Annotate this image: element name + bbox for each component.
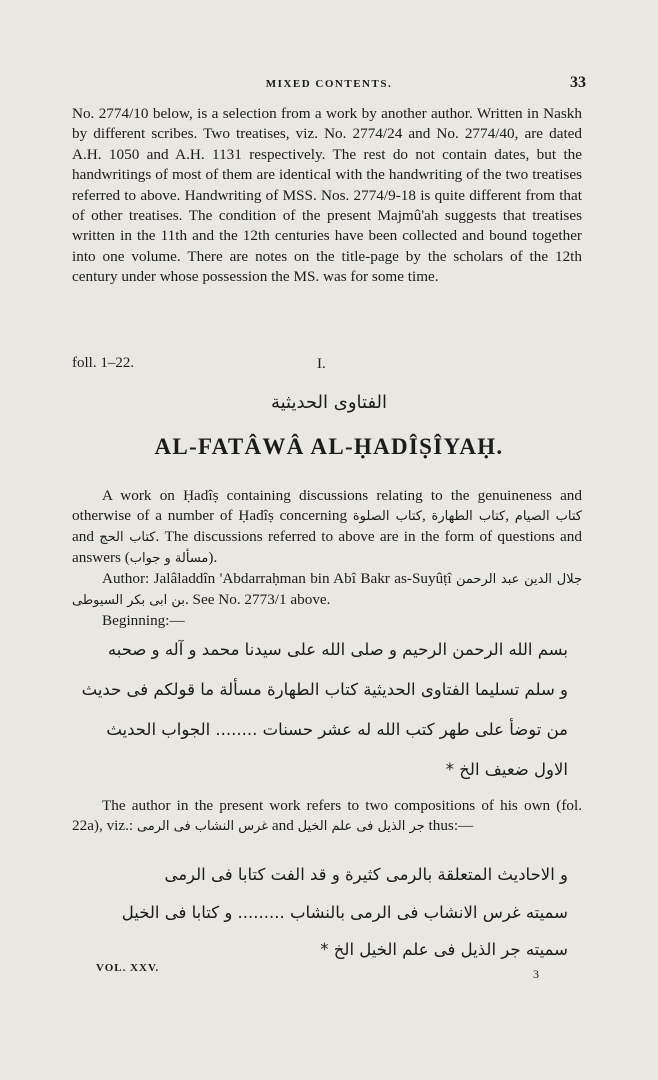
intro-paragraph (72, 104, 582, 288)
author-line (72, 569, 582, 611)
arabic-term-masalah: مسألة و جواب (129, 551, 209, 566)
description-block (72, 486, 582, 631)
work-title: AL-FATÂWÂ AL-ḤADÎṢÎYAḤ. (154, 434, 504, 459)
volume-label: VOL. XXV. (96, 962, 160, 974)
desc-text-2: , (421, 507, 426, 524)
compositions-paragraph (72, 796, 582, 837)
beginning-line-4: الاول ضعيف الخ * (445, 760, 568, 779)
comp-text-2: and (271, 817, 294, 834)
arabic-term-hajj: كتاب الحج (99, 530, 156, 545)
desc-text-3: , (505, 507, 510, 524)
desc-text-4: and (72, 528, 94, 545)
arabic-term-siyam: كتاب الصيام (514, 509, 582, 524)
comp-text-3: thus:— (428, 817, 474, 834)
arabic-term-salat: كتاب الصلوة (352, 509, 422, 524)
beginning-line-3: من توضأ على طهر كتب الله له عشر حسنات ........ الجواب الحديث (106, 720, 568, 739)
desc-text-1: A work on Ḥadîṣ containing discussions relating to the genuineness and otherwise of a number of Ḥadîṣ concerning (72, 487, 582, 524)
desc-text-5: . The discussions referred to above are in the form of questions and answers ( (72, 528, 582, 566)
compositions-text (72, 796, 582, 837)
quote-line-3: سميته جر الذيل فى علم الخيل الخ * (320, 940, 568, 959)
folio-range: foll. 1–22. (72, 355, 135, 371)
item-numeral: I. (317, 356, 326, 372)
beginning-label: Beginning:— (102, 612, 185, 629)
arabic-work-jarr: جر الذيل فى علم الخيل (297, 819, 425, 834)
arabic-title: الفتاوى الحديثية (270, 392, 388, 413)
author-name: Jalâladdîn 'Abdarraḥman bin Abî Bakr as-Suyûṭî (153, 570, 452, 587)
intro-text: No. 2774/10 below, is a selection from a work by another author. Written in Naskh by different scribes. Two treatises, viz. No. 2774/24 and No. 2774/40, are dated A.H. 1050 and A.H. 1131 respectively. The rest do not contain dates, but the handwritings of most of them are identical with the handwriting of the two treatises referred to above. Handwriting of MSS. Nos. 2774/9-18 is quite different from that of other treatises. The condition of the present Majmû'ah suggests that treatises written in the 11th and the 12th centuries have been collected and bound together into one volume. There are notes on the title-page by the scholars of the 12th century under whose possession the MS. was for some time. (72, 105, 582, 286)
author-label: Author: (102, 570, 150, 587)
page-number: 33 (570, 74, 586, 91)
running-title: MIXED CONTENTS. (265, 78, 393, 90)
author-name-arabic: جلال الدين عبد الرحمن بن ابى بكر السيوطى (72, 572, 583, 608)
author-reference: . See No. 2773/1 above. (184, 591, 331, 608)
beginning-line-2: و سلم تسليما الفتاوى الحديثية كتاب الطهارة مسألة ما قولكم فى حديث (81, 680, 568, 699)
arabic-work-ghars: غرس النشاب فى الرمى (136, 819, 269, 834)
signature-mark: 3 (533, 967, 539, 981)
comp-text-1: The author in the present work refers to two compositions of his own (fol. 22a), viz.: (72, 797, 582, 834)
desc-text-6: ). (208, 549, 218, 566)
quote-line-2: سميته غرس الانشاب فى الرمى بالنشاب ......... و كتابا فى الخيل (121, 903, 568, 922)
description-paragraph (72, 486, 582, 569)
arabic-term-taharah: كتاب الطهارة (431, 509, 506, 524)
quote-line-1: و الاحاديث المتعلقة بالرمى كثيرة و قد الفت كتابا فى الرمى (164, 865, 568, 884)
beginning-line-1: بسم الله الرحمن الرحيم و صلى الله على سيدنا محمد و آله و صحبه (107, 640, 568, 659)
